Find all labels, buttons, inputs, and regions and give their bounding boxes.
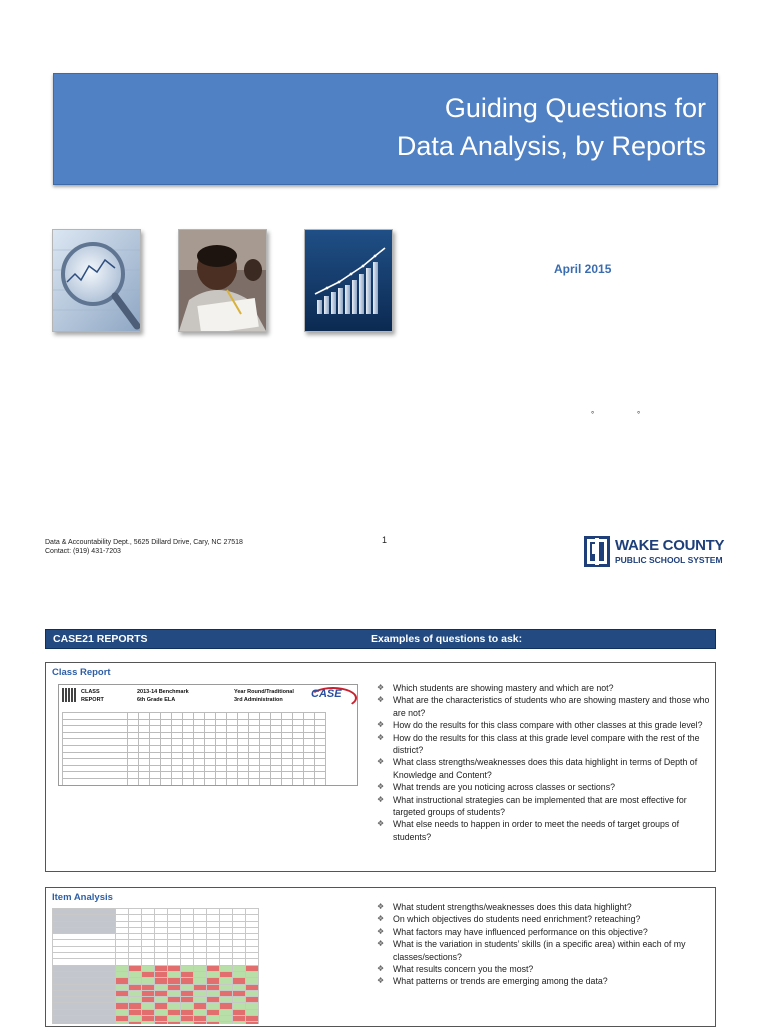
- question-item: ❖ What else needs to happen in order to meet the needs of target groups of students?: [377, 819, 680, 842]
- report-date: April 2015: [554, 262, 612, 276]
- question-item: ❖ What is the variation in students’ skills (in a specific area) within each of my classes/sections?: [377, 939, 686, 962]
- preview-grade: 6th Grade ELA: [137, 697, 176, 703]
- question-item: ❖ What trends are you noticing across classes or sections?: [377, 782, 615, 793]
- title-banner: [53, 73, 718, 185]
- title-line-2: Data Analysis, by Reports: [396, 131, 706, 161]
- page-number: 1: [382, 535, 388, 545]
- rising-bar-chart-photo: [304, 229, 393, 332]
- footer-address: [45, 538, 243, 556]
- bullet-diamond-icon: ❖: [377, 914, 385, 924]
- class-report-questions: [376, 682, 710, 843]
- title-line-1: Guiding Questions for: [444, 93, 706, 123]
- qr-code-icon: [62, 688, 76, 702]
- item-analysis-questions: [376, 901, 710, 988]
- question-item: ❖ What results concern you the most?: [377, 964, 534, 975]
- question-item: ❖ What factors may have influenced performance on this objective?: [377, 926, 648, 937]
- questions-heading: Examples of questions to ask:: [371, 633, 523, 645]
- section-title: Item Analysis: [52, 892, 113, 903]
- class-report-preview: [58, 684, 358, 786]
- class-report-table: [62, 712, 326, 786]
- preview-label-class: CLASS: [81, 689, 100, 695]
- footer-address-line-1: Data & Accountability Dept., 5625 Dillard Drive, Cary, NC 27518: [45, 539, 243, 546]
- class-report-section: [45, 662, 716, 872]
- logo-line-2: PUBLIC SCHOOL SYSTEM: [615, 555, 723, 565]
- section-title: Class Report: [52, 667, 111, 678]
- question-item: ❖ What instructional strategies can be implemented that are most effective for targeted groups of students?: [377, 794, 687, 818]
- reports-heading: CASE21 REPORTS: [53, 633, 148, 645]
- footer-address-line-2: Contact: (919) 431-7203: [45, 548, 121, 555]
- question-item: ❖ What are the characteristics of students who are showing mastery and those who are not?: [377, 695, 710, 718]
- bullet-diamond-icon: ❖: [377, 819, 385, 829]
- bullet-diamond-icon: ❖: [377, 964, 385, 974]
- question-item: ❖ How do the results for this class compare with other classes at this grade level?: [377, 720, 703, 731]
- question-item: ❖ How do the results for this class at this grade level compare with the rest of the district?: [377, 732, 700, 756]
- question-item: ❖ What class strengths/weaknesses does this data highlight in terms of Depth of Knowledge and Content?: [377, 757, 698, 780]
- preview-label-report: REPORT: [81, 697, 104, 703]
- bullet-diamond-icon: ❖: [377, 695, 385, 705]
- preview-calendar: Year Round/Traditional: [234, 689, 294, 695]
- bullet-diamond-icon: ❖: [377, 976, 385, 986]
- section-header-bar: [45, 629, 716, 649]
- question-item: ❖ What student strengths/weaknesses does this data highlight?: [377, 902, 632, 912]
- bullet-diamond-icon: ❖: [377, 782, 385, 792]
- preview-benchmark: 2013-14 Benchmark: [137, 689, 189, 695]
- decorative-dot: °: [591, 410, 595, 419]
- question-item: ❖ What patterns or trends are emerging among the data?: [377, 976, 608, 987]
- magnifying-glass-chart-photo: [52, 229, 141, 332]
- item-analysis-table: [52, 908, 259, 1024]
- bullet-diamond-icon: ❖: [377, 939, 385, 949]
- case-logo: CASE: [311, 688, 342, 700]
- wake-county-logo: [584, 536, 725, 568]
- district-emblem-icon: [584, 536, 610, 567]
- student-writing-photo: [178, 229, 267, 332]
- preview-administration: 3rd Administration: [234, 697, 283, 703]
- item-analysis-section: [45, 887, 716, 1027]
- bullet-diamond-icon: ❖: [377, 683, 385, 692]
- logo-line-1: WAKE COUNTY: [615, 537, 725, 554]
- question-item: ❖ On which objectives do students need enrichment? reteaching?: [377, 914, 641, 925]
- question-item: ❖ Which students are showing mastery and which are not?: [377, 683, 614, 693]
- bullet-diamond-icon: ❖: [377, 720, 385, 730]
- bullet-diamond-icon: ❖: [377, 902, 385, 911]
- bullet-diamond-icon: ❖: [377, 757, 385, 767]
- item-analysis-preview: [52, 908, 282, 1024]
- bullet-diamond-icon: ❖: [377, 794, 385, 804]
- bullet-diamond-icon: ❖: [377, 926, 385, 936]
- bullet-diamond-icon: ❖: [377, 732, 385, 742]
- decorative-dot: °: [637, 410, 641, 419]
